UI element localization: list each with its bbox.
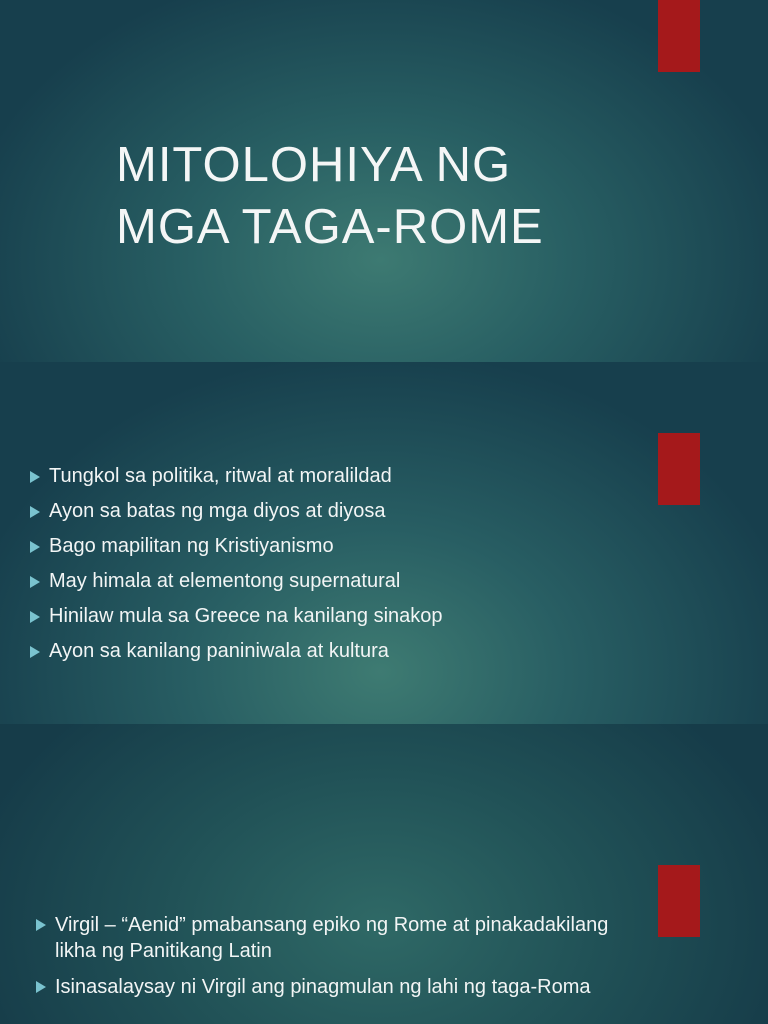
slide-virgil [0, 724, 768, 1024]
triangle-right-icon [36, 981, 46, 993]
list-item [36, 974, 615, 1000]
triangle-right-icon [30, 541, 40, 553]
bullet-text: Isinasalaysay ni Virgil ang pinagmulan ng lahi ng taga-Roma [55, 976, 591, 998]
list-item [36, 912, 615, 964]
bullet-text: Tungkol sa politika, ritwal at moralildad [49, 465, 392, 487]
triangle-right-icon [36, 919, 46, 931]
bullet-text: Hinilaw mula sa Greece na kanilang sinakop [49, 605, 443, 627]
list-item [30, 494, 443, 529]
accent-bar [658, 865, 700, 937]
bullet-text: Ayon sa batas ng mga diyos at diyosa [49, 500, 386, 522]
list-item [30, 599, 443, 634]
list-item [30, 564, 443, 599]
accent-bar [658, 433, 700, 505]
slide-characteristics [0, 362, 768, 724]
triangle-right-icon [30, 506, 40, 518]
list-item [30, 459, 443, 494]
slide-title [0, 0, 768, 362]
bullet-list [36, 912, 615, 1010]
bullet-text: Bago mapilitan ng Kristiyanismo [49, 535, 334, 557]
slide-title-heading [116, 134, 544, 258]
accent-bar [658, 0, 700, 72]
title-line-1: MITOLOHIYA NG [116, 138, 512, 192]
bullet-list [30, 459, 443, 669]
bullet-text: May himala at elementong supernatural [49, 570, 401, 592]
triangle-right-icon [30, 576, 40, 588]
title-line-2: MGA TAGA-ROME [116, 200, 544, 254]
bullet-text: Ayon sa kanilang paniniwala at kultura [49, 640, 389, 662]
triangle-right-icon [30, 611, 40, 623]
list-item [30, 529, 443, 564]
bullet-text: Virgil – “Aenid” pmabansang epiko ng Rome at pinakadakilang likha ng Panitikang Latin [55, 914, 609, 962]
list-item [30, 634, 443, 669]
triangle-right-icon [30, 471, 40, 483]
triangle-right-icon [30, 646, 40, 658]
